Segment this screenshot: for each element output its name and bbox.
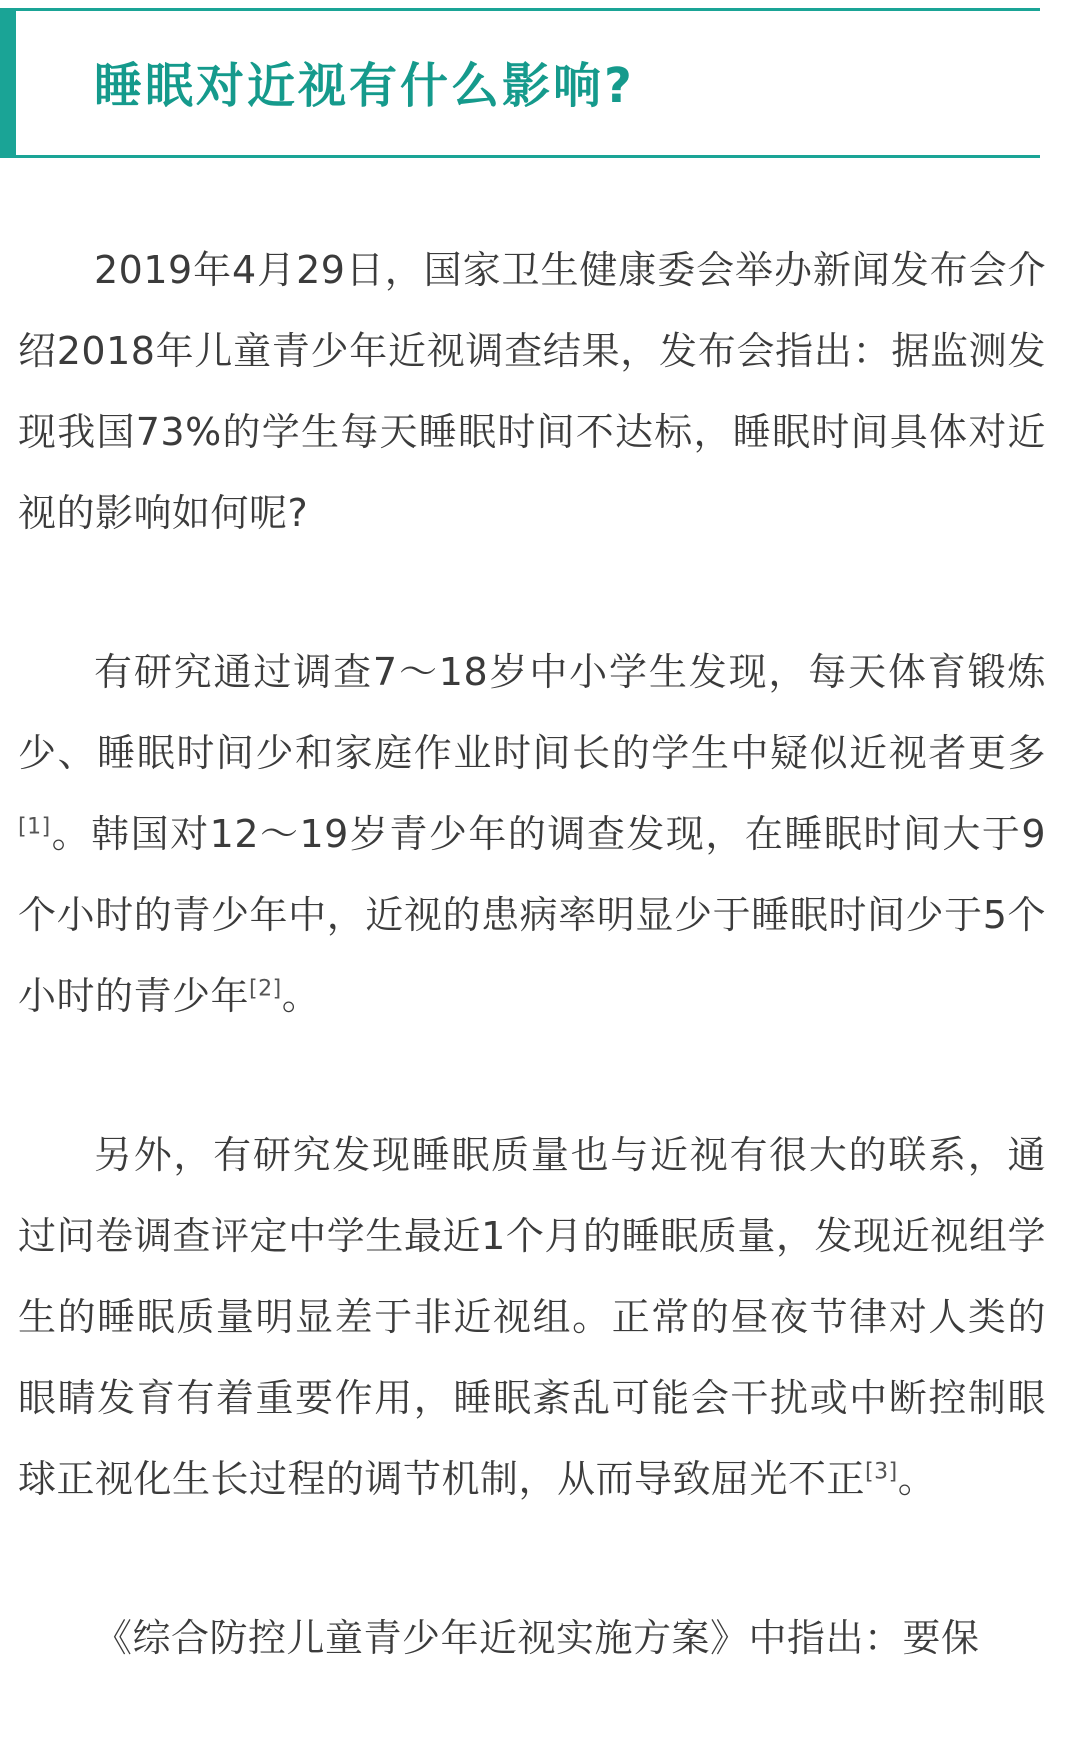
article-body [18, 230, 1046, 1679]
citation-marker: [1] [18, 814, 51, 840]
paragraph-text: 。韩国对12～19岁青少年的调查发现，在睡眠时间大于9个小时的青少年中，近视的患病率明显少于睡眠时间少于5个小时的青少年 [18, 812, 1046, 1018]
paragraph-3 [18, 1115, 1046, 1520]
section-title: 睡眠对近视有什么影响? [94, 58, 635, 114]
paragraph-text: 2019年4月29日，国家卫生健康委会举办新闻发布会介绍2018年儿童青少年近视调查结果，发布会指出：据监测发现我国73%的学生每天睡眠时间不达标，睡眠时间具体对近视的影响如何呢? [18, 248, 1046, 535]
paragraph-4 [18, 1598, 1046, 1679]
paragraph-1 [18, 230, 1046, 554]
paragraph-text: 有研究通过调查7～18岁中小学生发现，每天体育锻炼少、睡眠时间少和家庭作业时间长的学生中疑似近视者更多 [18, 650, 1046, 775]
citation-marker: [2] [249, 976, 282, 1002]
paragraph-text: 。 [281, 974, 321, 1018]
citation-marker: [3] [865, 1459, 898, 1485]
section-header [0, 8, 1040, 158]
paragraph-text: 另外，有研究发现睡眠质量也与近视有很大的联系，通过问卷调查评定中学生最近1个月的睡眠质量，发现近视组学生的睡眠质量明显差于非近视组。正常的昼夜节律对人类的眼睛发育有着重要作用，睡眠紊乱可能会干扰或中断控制眼球正视化生长过程的调节机制，从而导致屈光不正 [18, 1133, 1046, 1501]
paragraph-text: 《综合防控儿童青少年近视实施方案》中指出：要保 [94, 1616, 980, 1660]
paragraph-text: 。 [897, 1457, 937, 1501]
paragraph-2 [18, 632, 1046, 1037]
